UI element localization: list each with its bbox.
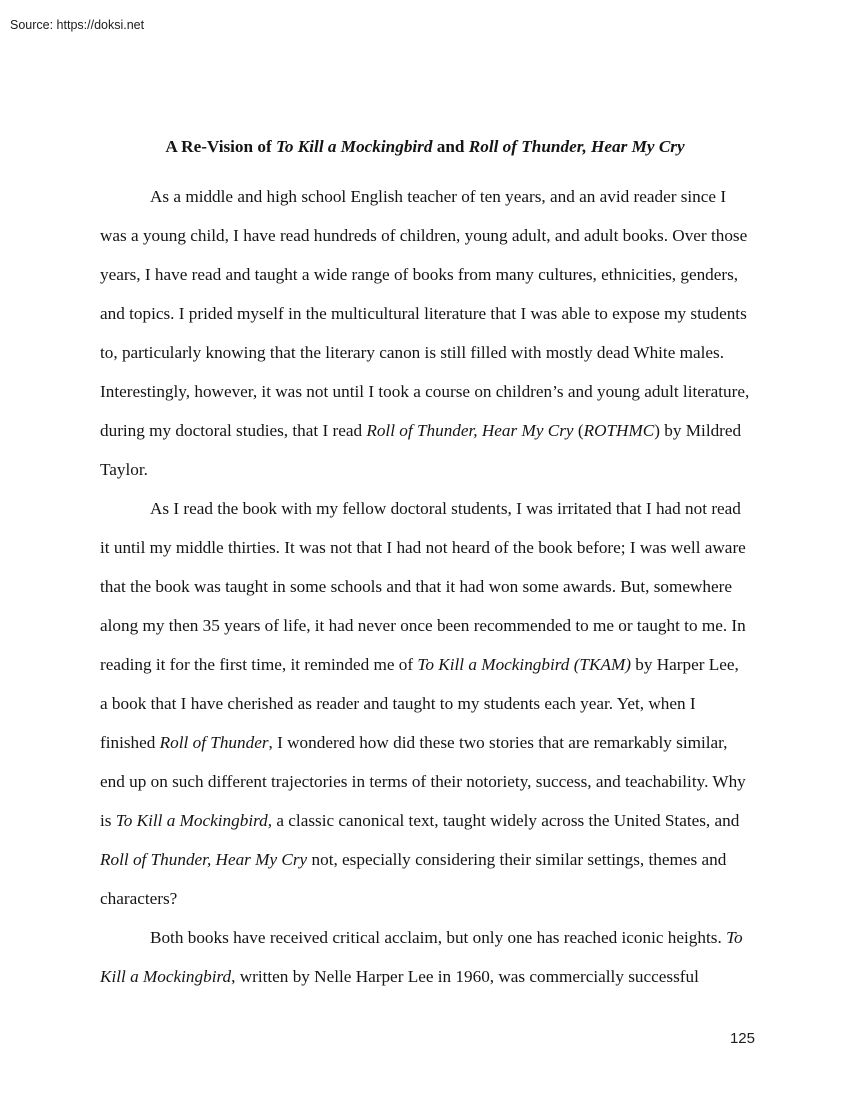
title-work-two: Roll of Thunder, Hear My Cry	[468, 137, 685, 156]
body-paragraph	[100, 177, 750, 489]
italic-run: ROTHMC	[583, 421, 655, 440]
text-run: (	[573, 421, 584, 440]
italic-run: To Kill a Mockingbird (TKAM)	[417, 655, 631, 674]
text-run: As I read the book with my fellow doctoral students, I was irritated that I had not read it until my middle thirties. It was not that I had not heard of the book before; I was well aware that the book was taught in some schools and that it had won some awards. But, somewhere along my then 35 years of life, it had never once been recommended to me or taught to me. In reading it for the first time, it reminded me of	[100, 499, 746, 674]
italic-run: Roll of Thunder, Hear My Cry	[366, 421, 574, 440]
italic-run: Roll of Thunder	[159, 733, 269, 752]
title-conjunction: and	[432, 137, 469, 156]
italic-run: To Kill a Mockingbird,	[115, 811, 273, 830]
text-run: not, especially considering their similar settings, themes and characters?	[100, 850, 727, 908]
text-run: a classic canonical text, taught widely across the United States, and	[272, 811, 740, 830]
text-run: As a middle and high school English teacher of ten years, and an avid reader since I was a young child, I have read hundreds of children, young adult, and adult books. Over those years, I have read and taught a wide range of books from many cultures, ethnicities, genders, and topics. I prided myself in the multicultural literature that I was able to expose my students to, particularly knowing that the literary canon is still filled with mostly dead White males. Interestingly, however, it was not until I took a course on children’s and young adult literature, during my doctoral studies, that I read	[100, 187, 750, 440]
body-paragraph	[100, 489, 750, 918]
italic-run: To Kill a Mockingbird	[100, 928, 743, 986]
source-attribution: Source: https://doksi.net	[10, 18, 145, 32]
paragraph-container	[100, 177, 750, 996]
text-run: by Harper Lee, a book that I have cherished as reader and taught to my students each year. Yet, when I finished	[100, 655, 739, 752]
text-run: , written by Nelle Harper Lee in 1960, was commercially successful	[231, 967, 699, 986]
title-work-one: To Kill a Mockingbird	[276, 137, 433, 156]
document-body	[100, 136, 750, 996]
body-paragraph	[100, 918, 750, 996]
title-prefix: A Re-Vision of	[165, 137, 276, 156]
text-run: Both books have received critical acclaim, but only one has reached iconic heights.	[150, 928, 727, 947]
page-number: 125	[729, 1030, 755, 1047]
page-title	[100, 136, 750, 158]
italic-run: Roll of Thunder, Hear My Cry	[100, 850, 308, 869]
text-run: ) by Mildred Taylor.	[100, 421, 742, 479]
text-run: , I wondered how did these two stories that are remarkably similar, end up on such different trajectories in terms of their notoriety, success, and teachability. Why is	[100, 733, 746, 830]
